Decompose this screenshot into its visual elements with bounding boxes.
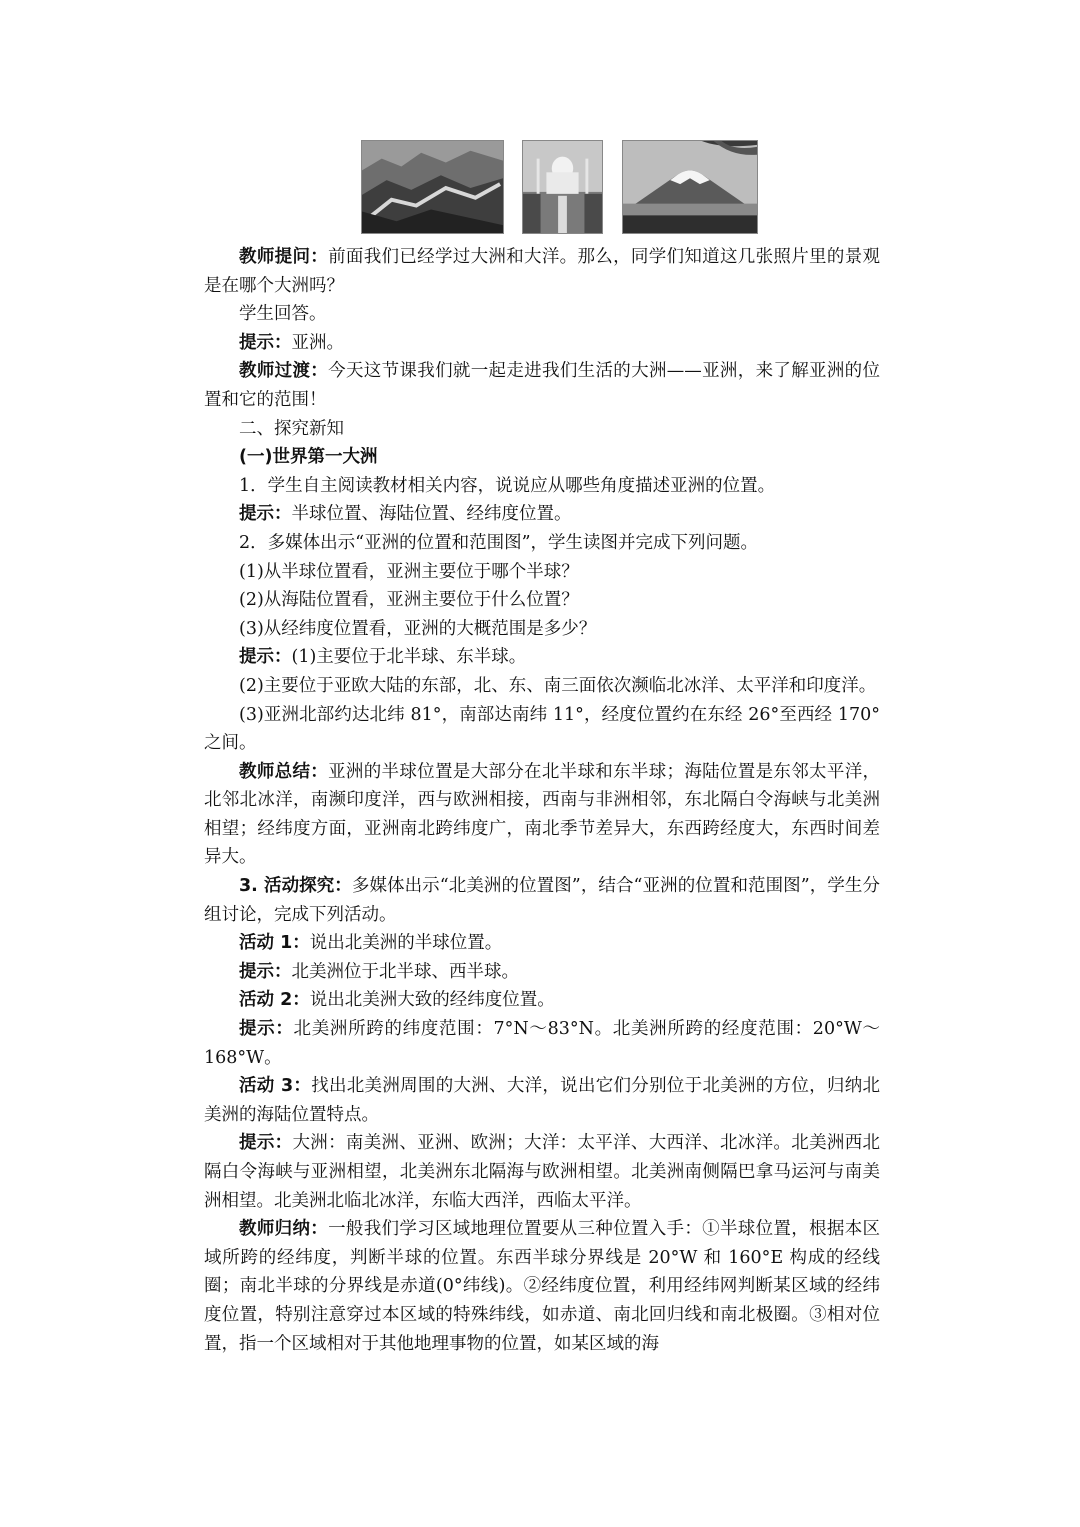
lesson-text [204,243,880,1358]
taj-mahal-photo [522,140,603,234]
question: (1)从半球位置看，亚洲主要位于哪个半球？ [239,561,579,582]
paragraph: 教师过渡：今天这节课我们就一起走进我们生活的大洲——亚洲，来了解亚洲的位置和它的范围！ [204,361,881,410]
question: (2)从海陆位置看，亚洲主要位于什么位置？ [239,590,579,611]
paragraph: 教师归纳：一般我们学习区域地理位置要从三种位置入手：①半球位置，根据本区域所跨的经纬度，判断半球的位置。东西半球分界线是 20°W 和 160°E 构成的经线圈；南北半球的分界线是赤道(0°纬线)。②经纬度位置，利用经纬网判断某区域的经纬度位置，特别注意穿过本区域的特殊纬线，如赤道、南北回归线和南北极圈。③相对位置，指一个区域相对于其他地理事物的位置，如某区域的海 [204,1219,881,1354]
paragraph: 教师提问：前面我们已经学过大洲和大洋。那么，同学们知道这几张照片里的景观是在哪个大洲吗？ [204,247,881,296]
paragraph: 提示：大洲：南美洲、亚洲、欧洲；大洋：太平洋、大西洋、北冰洋。北美洲西北隔白令海峡与亚洲相望，北美洲东北隔海与欧洲相望。北美洲南侧隔巴拿马运河与南美洲相望。北美洲北临北冰洋，东临大西洋，西临太平洋。 [204,1133,881,1211]
paragraph: 活动 3：找出北美洲周围的大洲、大洋，说出它们分别位于北美洲的方位，归纳北美洲的海陆位置特点。 [204,1076,881,1125]
question: (3)从经纬度位置看，亚洲的大概范围是多少？ [239,618,597,639]
paragraph: (3)亚洲北部约达北纬 81°，南部达南纬 11°，经度位置约在东经 26°至西经 170°之间。 [204,704,880,754]
paragraph: 提示：北美洲位于北半球、西半球。 [239,961,519,982]
paragraph: 教师总结：亚洲的半球位置是大部分在北半球和东半球；海陆位置是东邻太平洋，北邻北冰洋，南濒印度洋，西与欧洲相接，西南与非洲相邻，东北隔白令海峡与北美洲相望；经纬度方面，亚洲南北跨纬度广，南北季节差异大，东西跨经度大，东西时间差异大。 [204,761,881,868]
paragraph: (2)主要位于亚欧大陆的东部，北、东、南三面依次濒临北冰洋、太平洋和印度洋。 [239,675,877,696]
photo-strip [0,140,1080,234]
paragraph: 提示：半球位置、海陆位置、经纬度位置。 [239,504,572,525]
paragraph: 提示：(1)主要位于北半球、东半球。 [239,647,527,668]
paragraph: 2．多媒体出示“亚洲的位置和范围图”，学生读图并完成下列问题。 [239,532,759,553]
great-wall-photo [361,140,504,234]
paragraph: 提示：亚洲。 [239,332,344,353]
subsection-heading: (一)世界第一大洲 [239,447,378,468]
paragraph: 活动 1：说出北美洲的半球位置。 [239,933,503,954]
mount-fuji-photo [622,140,758,234]
paragraph: 提示：北美洲所跨的纬度范围：7°N～83°N。北美洲所跨的经度范围：20°W～168°W。 [204,1019,880,1068]
paragraph: 3. 活动探究：多媒体出示“北美洲的位置图”，结合“亚洲的位置和范围图”，学生分组讨论，完成下列活动。 [204,876,880,925]
section-heading: 二、探究新知 [239,418,344,439]
paragraph: 学生回答。 [239,304,327,325]
paragraph: 活动 2：说出北美洲大致的经纬度位置。 [239,990,555,1011]
paragraph: 1．学生自主阅读教材相关内容，说说应从哪些角度描述亚洲的位置。 [239,475,776,496]
